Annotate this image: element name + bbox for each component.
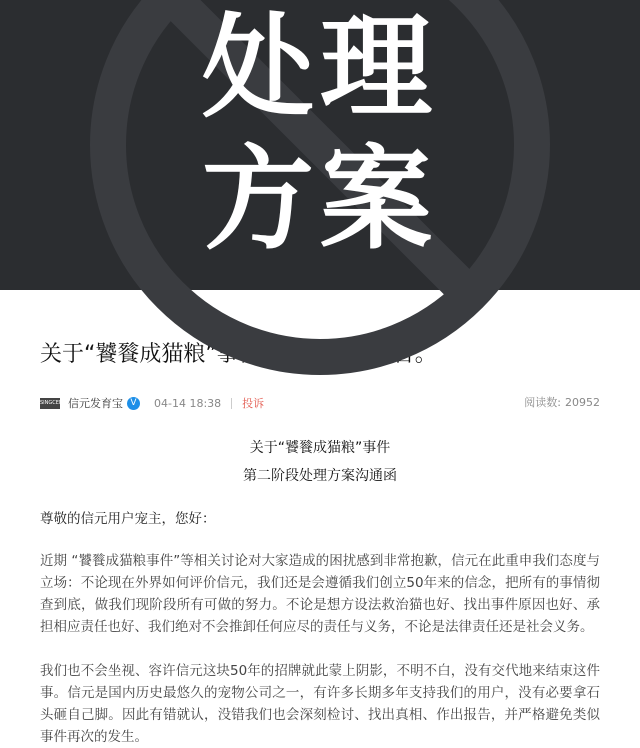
author-name[interactable]: 信元发育宝	[68, 397, 123, 410]
article-meta	[40, 392, 600, 414]
meta-divider	[231, 398, 232, 409]
notice-heading-line-2: 第二阶段处理方案沟通函	[243, 468, 397, 484]
publish-time: 04-14 18:38	[154, 396, 222, 410]
paragraph: 我们也不会坐视、容许信元这块50年的招牌就此蒙上阴影，不明不白，没有交代地来结束这件事。信元是国内历史最悠久的宠物公司之一，有许多长期多年支持我们的用户，没有必要拿石头砸自己脚。因此有错就认，没错我们也会深刻检讨、找出真相、作出报告，并严格避免类似事件再次的发生。	[40, 663, 600, 745]
read-count	[524, 392, 600, 414]
notice-heading	[40, 434, 600, 490]
paragraph: 近期 “饕餮成猫粮事件”等相关讨论对大家造成的困扰感到非常抱歉，信元在此重申我们态度与立场：不论现在外界如何评价信元，我们还是会遵循我们创立50年来的信念，把所有的事情彻查到底，做我们现阶段所有可做的努力。不论是想方设法救治猫也好、找出事件原因也好、承担相应责任也好、我们绝对不会推卸任何应尽的责任与义务，不论是法律责任还是社会义务。	[40, 553, 600, 635]
read-count-label: 阅读数:	[524, 396, 561, 409]
banner-line-2: 方案	[202, 135, 438, 265]
publisher-logo[interactable]: SINGCEN	[40, 398, 60, 409]
complain-link[interactable]: 投诉	[242, 397, 265, 410]
greeting: 尊敬的信元用户宠主，您好：	[40, 511, 216, 527]
article-title: 关于“饕餮成猫粮”事件的处理方案公告。	[40, 342, 437, 367]
read-count-value: 20952	[565, 396, 600, 409]
header-banner	[0, 0, 640, 290]
notice-heading-line-1: 关于“饕餮成猫粮”事件	[249, 440, 391, 456]
banner-line-1: 处理	[202, 3, 438, 133]
verified-icon: V	[127, 397, 140, 410]
